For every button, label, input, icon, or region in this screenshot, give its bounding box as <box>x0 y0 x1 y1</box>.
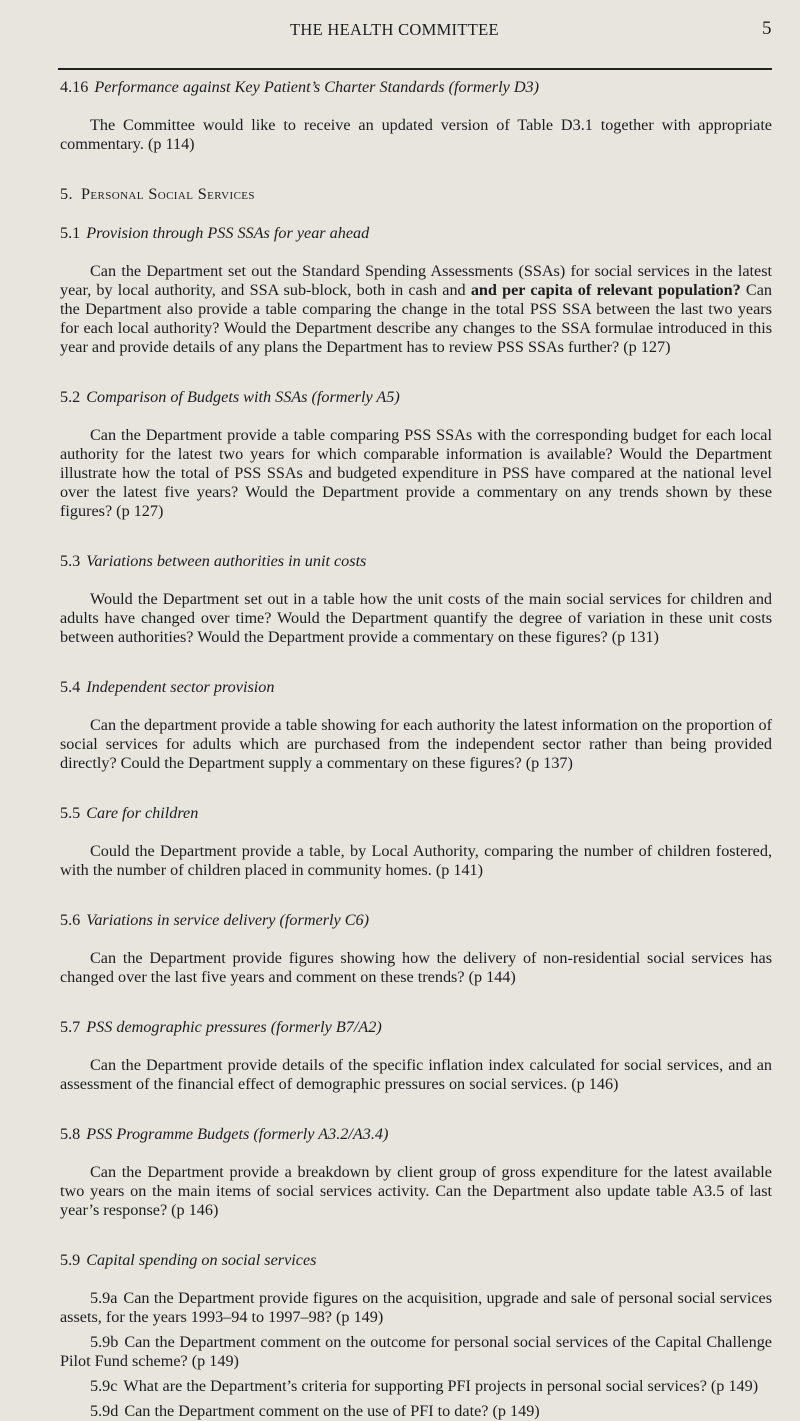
paragraph-4-16: The Committee would like to receive an updated version of Table D3.1 together with appropriate commentary. (p 114) <box>60 116 772 153</box>
heading-5-2: 5.2 Comparison of Budgets with SSAs (formerly A5) <box>60 388 400 406</box>
paragraph-5-7: Can the Department provide details of the specific inflation index calculated for social services, and an assessment of the financial effect of demographic pressures on social services. (p 146) <box>60 1056 772 1093</box>
question-5-9d: 5.9d Can the Department comment on the use of PFI to date? (p 149) <box>90 1402 540 1420</box>
heading-5-3: 5.3 Variations between authorities in unit costs <box>60 552 367 570</box>
question-5-9b: 5.9b Can the Department comment on the outcome for personal social services of the Capital Challenge Pilot Fund scheme? (p 149) <box>60 1333 772 1370</box>
page-header <box>0 18 800 48</box>
question-5-9c: 5.9c What are the Department’s criteria for supporting PFI projects in personal social services? (p 149) <box>90 1377 759 1395</box>
paragraph-5-3: Would the Department set out in a table how the unit costs of the main social services for children and adults have changed over time? Would the Department quantify the degree of variation in these unit costs between authorities? Would the Department provide a commentary on these figures? (p 131) <box>60 590 772 646</box>
document-body <box>60 78 772 1421</box>
paragraph-5-1: Can the Department set out the Standard Spending Assessments (SSAs) for social services in the latest year, by local authority, and SSA sub-block, both in cash and and per capita of relevant population? Can the Department also provide a table comparing the change in the total PSS SSA between the last two years for each local authority? Would the Department describe any changes to the SSA formulae introduced in this year and provide details of any plans the Department has to review PSS SSAs further? (p 127) <box>60 262 773 356</box>
heading-5-5: 5.5 Care for children <box>60 804 199 822</box>
paragraph-5-2: Can the Department provide a table comparing PSS SSAs with the corresponding budget for each local authority for the latest two years for which comparable information is available? Would the Department illustrate how the total of PSS SSAs and budgeted expenditure in PSS have compared at the national level over the latest five years? Would the Department provide a commentary on any trends shown by these figures? (p 127) <box>60 426 772 520</box>
heading-5-8: 5.8 PSS Programme Budgets (formerly A3.2/A3.4) <box>60 1125 389 1143</box>
section-title-5: 5. Personal Social Services <box>60 185 255 203</box>
heading-5-4: 5.4 Independent sector provision <box>60 678 275 696</box>
paragraph-5-4: Can the department provide a table showing for each authority the latest information on the proportion of social services for adults which are purchased from the independent sector rather than being provided directly? Could the Department supply a commentary on these figures? (p 137) <box>60 716 772 772</box>
heading-5-6: 5.6 Variations in service delivery (formerly C6) <box>60 911 370 929</box>
heading-5-9: 5.9 Capital spending on social services <box>60 1251 317 1269</box>
page-number: 5 <box>762 18 772 39</box>
paragraph-5-6: Can the Department provide figures showing how the delivery of non-residential social services has changed over the last five years and comment on these trends? (p 144) <box>60 949 772 986</box>
question-5-9a: 5.9a Can the Department provide figures on the acquisition, upgrade and sale of personal social services assets, for the years 1993–94 to 1997–98? (p 149) <box>60 1289 772 1326</box>
running-title: THE HEALTH COMMITTEE <box>290 20 499 39</box>
heading-4-16: 4.16 Performance against Key Patient’s Charter Standards (formerly D3) <box>60 78 539 96</box>
paragraph-5-8: Can the Department provide a breakdown by client group of gross expenditure for the latest available two years on the main items of social services activity. Can the Department also update table A3.5 of last year’s response? (p 146) <box>60 1163 772 1219</box>
paragraph-5-5: Could the Department provide a table, by Local Authority, comparing the number of children fostered, with the number of children placed in community homes. (p 141) <box>60 842 772 879</box>
heading-5-1: 5.1 Provision through PSS SSAs for year ahead <box>60 224 370 242</box>
heading-5-7: 5.7 PSS demographic pressures (formerly B7/A2) <box>60 1018 382 1036</box>
header-rule <box>58 68 772 70</box>
